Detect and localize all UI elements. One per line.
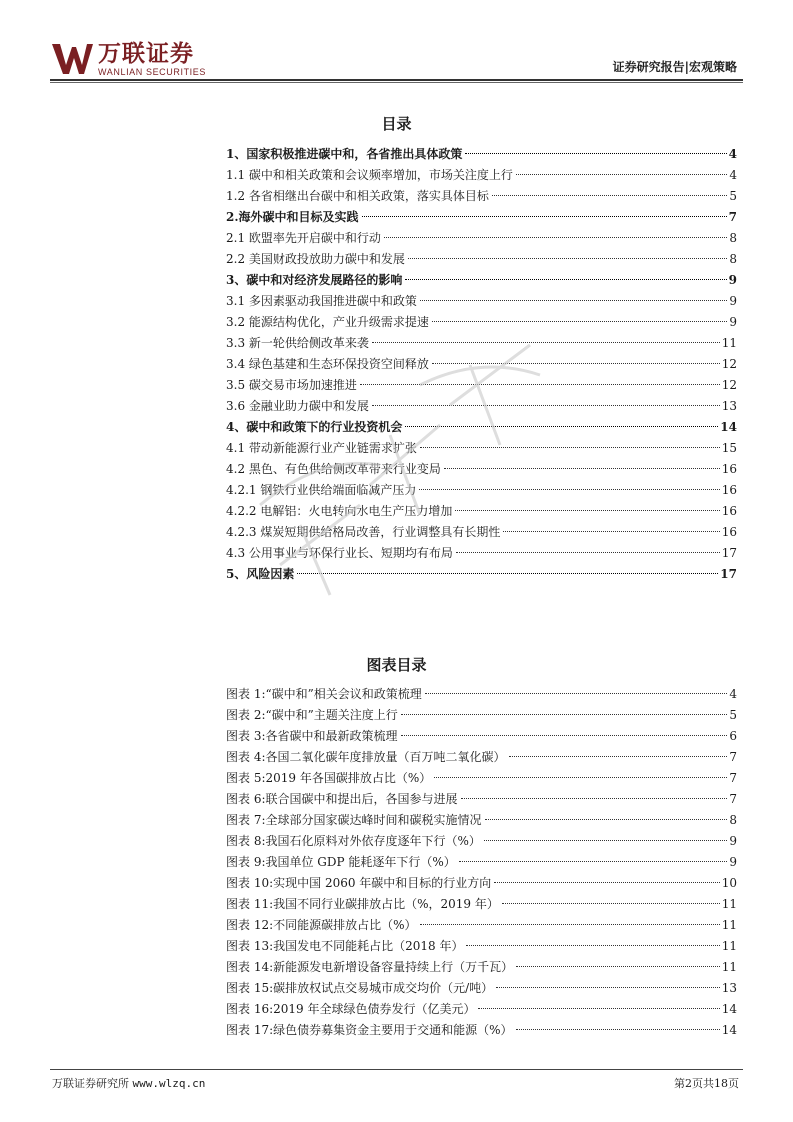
- figure-entry[interactable]: 图表 11:我国不同行业碳排放占比（%，2019 年） 11: [226, 894, 737, 915]
- toc-entry[interactable]: 2.2 美国财政投放助力碳中和发展 8: [226, 249, 737, 270]
- logo-chinese-text: 万联证券: [98, 41, 194, 67]
- toc-entry[interactable]: 3.5 碳交易市场加速推进 12: [226, 375, 737, 396]
- toc-entry[interactable]: 4.2.1 钢铁行业供给端面临减产压力 16: [226, 480, 737, 501]
- footer-url[interactable]: www.wlzq.cn: [132, 1077, 206, 1090]
- toc-entry[interactable]: 5、风险因素 17: [226, 564, 737, 585]
- figure-entry[interactable]: 图表 15:碳排放权试点交易城市成交均价（元/吨） 13: [226, 978, 737, 999]
- toc-entry[interactable]: 3.3 新一轮供给侧改革来袭 11: [226, 333, 737, 354]
- toc-entry[interactable]: 1.2 各省相继出台碳中和相关政策，落实具体目标 5: [226, 186, 737, 207]
- toc-entry[interactable]: 3.6 金融业助力碳中和发展 13: [226, 396, 737, 417]
- figure-entry[interactable]: 图表 5:2019 年各国碳排放占比（%） 7: [226, 768, 737, 789]
- toc-entry[interactable]: 3.1 多因素驱动我国推进碳中和政策 9: [226, 291, 737, 312]
- figure-entry[interactable]: 图表 16:2019 年全球绿色债券发行（亿美元） 14: [226, 999, 737, 1020]
- toc-entry[interactable]: 4.2.3 煤炭短期供给格局改善，行业调整具有长期性 16: [226, 522, 737, 543]
- figure-entry[interactable]: 图表 14:新能源发电新增设备容量持续上行（万千瓦） 11: [226, 957, 737, 978]
- toc-entry[interactable]: 2.1 欧盟率先开启碳中和行动 8: [226, 228, 737, 249]
- toc-entry[interactable]: 3.4 绿色基建和生态环保投资空间释放 12: [226, 354, 737, 375]
- toc-entry[interactable]: 4.2.2 电解铝：火电转向水电生产压力增加 16: [226, 501, 737, 522]
- page-number: 第2页共18页: [674, 1077, 739, 1090]
- toc-entry[interactable]: 4.1 带动新能源行业产业链需求扩张 15: [226, 438, 737, 459]
- toc-entry[interactable]: 3.2 能源结构优化，产业升级需求提速 9: [226, 312, 737, 333]
- company-logo: [50, 41, 210, 77]
- figure-entry[interactable]: 图表 12:不同能源碳排放占比（%） 11: [226, 915, 737, 936]
- header-rule-thin: [50, 82, 743, 83]
- toc-entry[interactable]: 4、碳中和政策下的行业投资机会 14: [226, 417, 737, 438]
- logo-english-text: WANLIAN SECURITIES: [98, 67, 206, 77]
- figure-entry[interactable]: 图表 2:“碳中和”主题关注度上行 5: [226, 705, 737, 726]
- footer-institute: 万联证券研究所: [52, 1077, 129, 1090]
- toc-entry[interactable]: 1.1 碳中和相关政策和会议频率增加，市场关注度上行 4: [226, 165, 737, 186]
- toc-title: 目录: [381, 115, 412, 133]
- figure-entry[interactable]: 图表 7:全球部分国家碳达峰时间和碳税实施情况 8: [226, 810, 737, 831]
- toc-entry[interactable]: 4.3 公用事业与环保行业长、短期均有布局 17: [226, 543, 737, 564]
- figures-title: 图表目录: [366, 656, 427, 674]
- figures-list: [226, 684, 737, 1041]
- figure-entry[interactable]: 图表 6:联合国碳中和提出后，各国参与进展 7: [226, 789, 737, 810]
- figure-entry[interactable]: 图表 9:我国单位 GDP 能耗逐年下行（%） 9: [226, 852, 737, 873]
- footer-source: [52, 1075, 205, 1091]
- figure-entry[interactable]: 图表 1:“碳中和”相关会议和政策梳理 4: [226, 684, 737, 705]
- figure-entry[interactable]: 图表 8:我国石化原料对外依存度逐年下行（%） 9: [226, 831, 737, 852]
- toc-list: [226, 144, 737, 585]
- figure-entry[interactable]: 图表 4:各国二氧化碳年度排放量（百万吨二氧化碳） 7: [226, 747, 737, 768]
- toc-entry[interactable]: 2.海外碳中和目标及实践 7: [226, 207, 737, 228]
- report-type: 证券研究报告|宏观策略: [612, 60, 737, 74]
- figure-entry[interactable]: 图表 3:各省碳中和最新政策梳理 6: [226, 726, 737, 747]
- toc-entry[interactable]: 1、国家积极推进碳中和，各省推出具体政策 4: [226, 144, 737, 165]
- figure-entry[interactable]: 图表 17:绿色债券募集资金主要用于交通和能源（%） 14: [226, 1020, 737, 1041]
- figure-entry[interactable]: 图表 10:实现中国 2060 年碳中和目标的行业方向 10: [226, 873, 737, 894]
- wanlian-logo-icon: [50, 41, 94, 75]
- toc-entry[interactable]: 4.2 黑色、有色供给侧改革带来行业变局 16: [226, 459, 737, 480]
- toc-entry[interactable]: 3、碳中和对经济发展路径的影响 9: [226, 270, 737, 291]
- footer-rule: [50, 1069, 743, 1070]
- figure-entry[interactable]: 图表 13:我国发电不同能耗占比（2018 年） 11: [226, 936, 737, 957]
- header-rule: [50, 79, 743, 81]
